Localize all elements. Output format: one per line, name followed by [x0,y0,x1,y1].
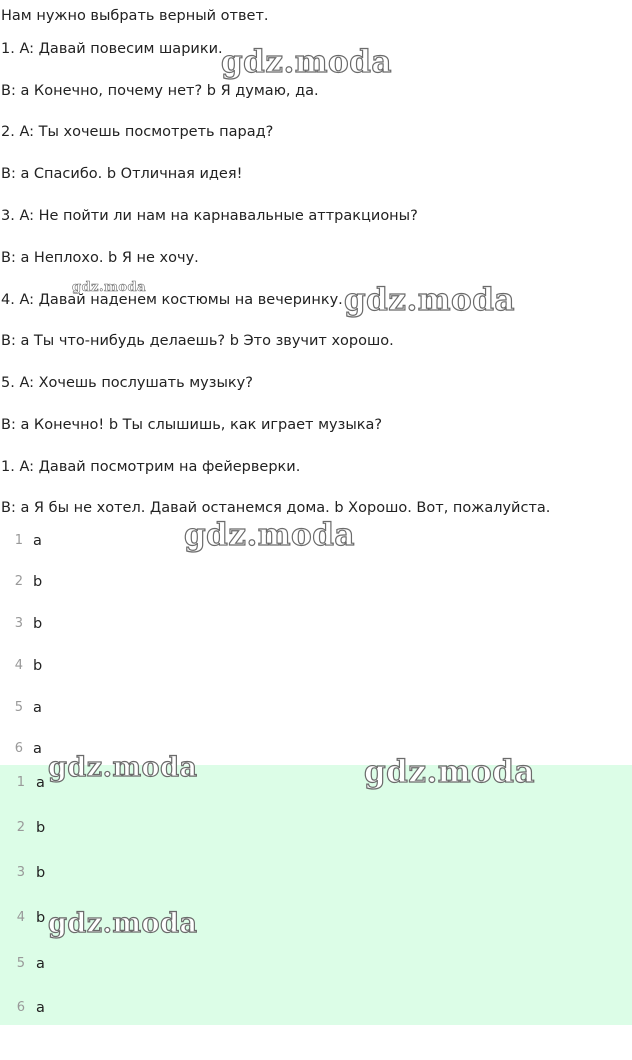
question-line: 1. A: Давай посмотрим на фейерверки. [1,459,301,475]
question-line: 3. A: Не пойти ли нам на карнавальные аттракционы? [1,208,418,224]
answer-options-line: B: a Конечно, почему нет? b Я думаю, да. [1,83,319,99]
answer-value: a [36,956,45,972]
answer-number: 3 [14,616,23,631]
answer-options-line: B: a Ты что-нибудь делаешь? b Это звучит хорошо. [1,333,394,349]
question-line: 2. A: Ты хочешь посмотреть парад? [1,124,274,140]
answer-value: b [36,910,46,926]
answer-options-line: B: a Я бы не хотел. Давай останемся дома. b Хорошо. Вот, пожалуйста. [1,500,551,516]
highlighted-answers-block [0,765,632,1025]
answer-number: 2 [16,820,25,835]
question-line: 4. A: Давай наденем костюмы на вечеринку. [1,292,343,308]
answer-number: 6 [16,1000,25,1015]
answer-value: a [33,533,42,549]
answer-value: b [33,574,43,590]
answer-value: b [33,616,43,632]
answer-options-line: B: a Конечно! b Ты слышишь, как играет музыка? [1,417,383,433]
question-line: 1. A: Давай повесим шарики. [1,41,223,57]
answer-number: 2 [14,574,23,589]
answer-value: a [36,1000,45,1016]
answer-value: b [33,658,43,674]
answer-value: b [36,820,46,836]
answer-value: a [33,741,42,757]
answer-number: 4 [16,910,25,925]
answer-options-line: B: a Спасибо. b Отличная идея! [1,166,243,182]
answer-value: a [33,700,42,716]
watermark: gdz.moda [184,517,355,553]
watermark: gdz.moda [221,44,392,80]
answer-options-line: B: a Неплохо. b Я не хочу. [1,250,199,266]
answer-number: 5 [16,956,25,971]
answer-number: 3 [16,865,25,880]
question-line: 5. A: Хочешь послушать музыку? [1,375,253,391]
answer-number: 1 [16,775,25,790]
watermark: gdz.moda [72,280,147,295]
answer-number: 1 [14,533,23,548]
watermark: gdz.moda [48,908,198,939]
watermark: gdz.moda [48,752,198,783]
watermark: gdz.moda [344,282,515,318]
answer-value: a [36,775,45,791]
answer-number: 6 [14,741,23,756]
answer-value: b [36,865,46,881]
watermark: gdz.moda [364,754,535,790]
intro-text: Нам нужно выбрать верный ответ. [1,8,269,24]
answer-number: 5 [14,700,23,715]
answer-number: 4 [14,658,23,673]
